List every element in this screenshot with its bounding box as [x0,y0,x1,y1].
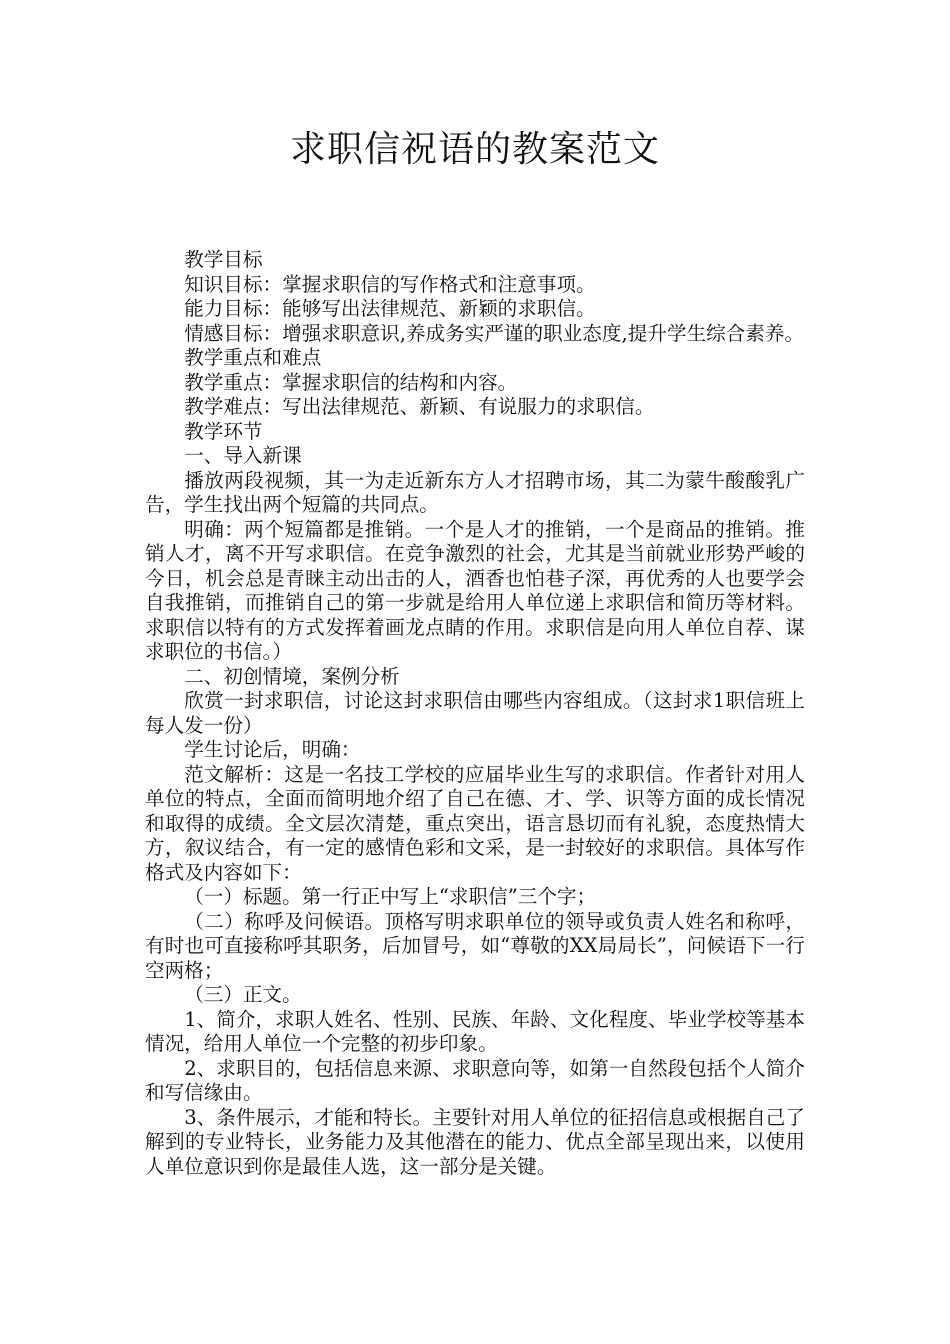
paragraph: 范文解析：这是一名技工学校的应届毕业生写的求职信。作者针对用人单位的特点，全面而简明地介绍了自己在德、才、学、识等方面的成长情况和取得的成绩。全文层次清楚，重点突出，语言恳切而有礼貌，态度热情大方，叙议结合，有一定的感情色彩和文采，是一封较好的求职信。具体写作格式及内容如下： [145,762,805,884]
paragraph: 能力目标：能够写出法律规范、新颖的求职信。 [184,297,596,320]
paragraph: 播放两段视频，其一为走近新东方人才招聘市场，其二为蒙牛酸酸乳广告，学生找出两个短篇的共同点。 [145,468,805,516]
page-title: 求职信祝语的教案范文 [289,129,660,170]
document-body [145,248,805,1179]
paragraph: 知识目标：掌握求职信的写作格式和注意事项。 [184,272,596,296]
paragraph: 欣赏一封求职信，讨论这封求职信由哪些内容组成。（这封求1职信班上每人发一份） [145,689,805,737]
paragraph: 二、初创情境，案例分析 [184,664,400,688]
paragraph: 教学重点：掌握求职信的结构和内容。 [184,370,518,394]
paragraph: 教学环节 [184,419,263,443]
paragraph: （一）标题。第一行正中写上“求职信”三个字； [184,885,597,908]
paragraph: 3、条件展示，才能和特长。主要针对用人单位的征招信息或根据自己了解到的专业特长，业务能力及其他潜在的能力、优点全部呈现出来，以使用人单位意识到你是最佳人选，这一部分是关键。 [145,1105,805,1178]
paragraph: 教学目标 [184,248,263,271]
paragraph: 1、简介，求职人姓名、性别、民族、年龄、文化程度、毕业学校等基本情况，给用人单位一个完整的初步印象。 [145,1007,805,1055]
paragraph: 情感目标：增强求职意识,养成务实严谨的职业态度,提升学生综合素养。 [184,321,805,345]
paragraph: （二）称呼及问候语。顶格写明求职单位的领导或负责人姓名和称呼，有时也可直接称呼其职务，后加冒号，如“尊敬的XX局局长”，问候语下一行空两格； [145,909,805,982]
paragraph: 明确：两个短篇都是推销。一个是人才的推销，一个是商品的推销。推销人才，离不开写求职信。在竞争激烈的社会，尤其是当前就业形势严峻的今日，机会总是青睐主动出击的人，酒香也怕巷子深，再优秀的人也要学会自我推销，而推销自己的第一步就是给用人单位递上求职信和简历等材料。求职信以特有的方式发挥着画龙点睛的作用。求职信是向用人单位自荐、谋求职位的书信。） [145,517,805,663]
paragraph: 教学重点和难点 [184,346,322,369]
paragraph: 教学难点：写出法律规范、新颖、有说服力的求职信。 [184,395,655,418]
paragraph: 2、求职目的，包括信息来源、求职意向等，如第一自然段包括个人简介和写信缘由。 [145,1056,805,1104]
paragraph: 一、导入新课 [184,444,302,467]
paragraph: （三）正文。 [184,983,302,1006]
paragraph: 学生讨论后，明确： [184,738,361,761]
